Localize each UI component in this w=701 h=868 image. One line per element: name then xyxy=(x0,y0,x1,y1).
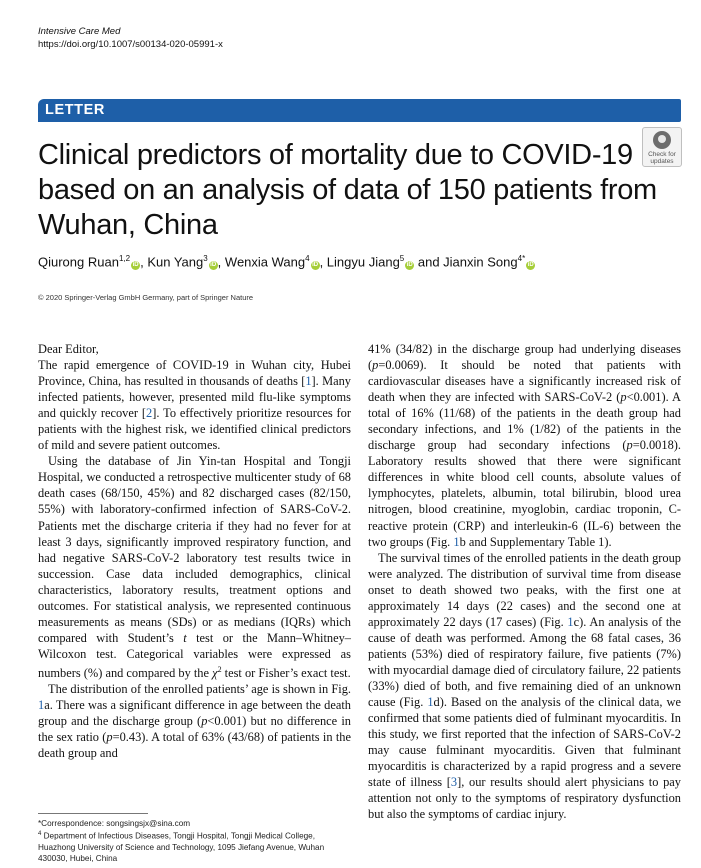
affiliation-marker: 4 xyxy=(38,831,42,837)
footnote-divider xyxy=(38,813,148,814)
section-label: LETTER xyxy=(45,102,105,118)
paragraph: The distribution of the enrolled patients’ age is shown in Fig. 1a. There was a significant difference in age between the death group and the discharge group (p<0.001) but no difference in the sex ratio (p=0.43). A total of 63% (43/68) of patients in the death group and xyxy=(38,682,351,761)
paragraph: 41% (34/82) in the discharge group had underlying diseases (p=0.0069). It should be noted that patients with cardiovascular diseases have a significantly increased risk of death when they are infected with SARS-CoV-2 (p<0.001). A total of 16% (11/68) of the patients in the death group had secondary infections, and 1% (1/82) of the patients in the discharge group had secondary infections (p=0.0018). Laboratory results showed that there were significant differences in white blood cell counts, absolute values of lymphocytes, platelets, albumin, total bilirubin, blood urea nitrogen, blood creatinine, myoglobin, cardiac troponin, C-reactive protein (CRP) and interleukin-6 (IL-6) between the two groups (Fig. 1b and Supplementary Table 1). xyxy=(368,342,681,549)
figure-link[interactable]: 1 xyxy=(453,534,460,549)
author-affiliation: 4* xyxy=(517,254,526,263)
orcid-icon[interactable]: iD xyxy=(132,262,139,269)
footnotes xyxy=(38,818,328,864)
doi-link[interactable]: https://doi.org/10.1007/s00134-020-05991-x xyxy=(38,39,223,50)
body-column-right xyxy=(368,341,681,822)
body-column-left xyxy=(38,341,351,761)
figure-link[interactable]: 1 xyxy=(38,698,45,713)
figure-link[interactable]: 1 xyxy=(427,695,434,710)
citation-link[interactable]: 1 xyxy=(305,374,312,389)
orcid-icon[interactable]: iD xyxy=(312,262,319,269)
paragraph: The rapid emergence of COVID-19 in Wuhan city, Hubei Province, China, has resulted in thousands of deaths [1]. Many infected patients, however, presented mild flu-like symptoms and quickly recover [2]. To effectively prioritize resources for patients with the highest risk, we identified clinical predictors of mild and severe patient outcomes. xyxy=(38,358,351,453)
salutation: Dear Editor, xyxy=(38,342,99,356)
orcid-icon[interactable]: iD xyxy=(527,262,534,269)
author-name[interactable]: Wenxia Wang xyxy=(224,254,306,270)
author-affiliation: 1,2 xyxy=(118,254,131,263)
figure-link[interactable]: 1 xyxy=(567,614,574,629)
orcid-icon[interactable]: iD xyxy=(210,262,217,269)
author-name[interactable]: Jianxin Song xyxy=(443,254,518,270)
author-name[interactable]: Qiurong Ruan xyxy=(38,254,119,270)
article-title: Clinical predictors of mortality due to COVID-19 based on an analysis of data of 150 patients from Wuhan, China xyxy=(38,139,657,241)
author-list: Qiurong Ruan$^{1,2}$iD , Kun Yang$^3$iD , Wenxia Wang$^4$iD , Lingyu Jiang$^5$iD and Jianxin Song$^{4*}$iD xyxy=(38,254,534,270)
paragraph: Using the database of Jin Yin-tan Hospital and Tongji Hospital, we conducted a retrospective multicenter study of 68 death cases (68/150, 45%) and 82 discharged cases (82/150, 55%) with laboratory-confirmed infection of SARS-CoV-2. Patients met the discharge criteria if they had no fever for at least 3 days, significantly improved respiratory function, and had negative SARS-CoV-2 laboratory test results twice in succession. Case data included demographics, clinical characteristics, laboratory results, treatment options and outcomes. For statistical analysis, we represented continuous measurements as means (SDs) or as medians (IQRs) which compared with Student’s t test or the Mann–Whitney–Wilcoxon test. Categorical variables were expressed as numbers (%) and compared by the $\chi^2$ test or Fisher’s exact test. xyxy=(38,454,351,681)
orcid-icon[interactable]: iD xyxy=(406,262,413,269)
journal-name: Intensive Care Med xyxy=(38,26,121,37)
affiliation-note xyxy=(38,829,328,864)
copyright-notice: © 2020 Springer-Verlag GmbH Germany, part of Springer Nature xyxy=(38,293,254,302)
journal-header xyxy=(38,25,223,51)
author-affiliation: 4 xyxy=(305,254,310,263)
badge-line-2: updates xyxy=(650,158,674,165)
author-affiliation: 3 xyxy=(203,254,208,263)
affiliation-text: Department of Infectious Diseases, Tongji Hospital, Tongji Medical College, Huazhong University of Science and Technology, 1095 Jiefang Avenue, Wuhan 430030, Hubei, China xyxy=(38,831,325,863)
citation-link[interactable]: 3 xyxy=(450,775,458,790)
section-banner xyxy=(38,99,681,122)
citation-link[interactable]: 2 xyxy=(146,406,153,421)
correspondence-note: *Correspondence: songsingsjx@sina.com xyxy=(38,819,191,828)
author-name[interactable]: Lingyu Jiang xyxy=(326,254,400,270)
author-name[interactable]: Kun Yang xyxy=(147,254,204,270)
paragraph: The survival times of the enrolled patients in the death group were analyzed. The distribution of survival time from disease onset to death showed two peaks, with the first one at approximately 14 days (22 cases) and the second one at approximately 22 days (17 cases) (Fig. 1c). An analysis of the cause of death was performed. Among the 68 fatal cases, 36 patients (53%) died of respiratory failure, five patients (7%) with myocardial damage died of circulatory failure, 22 patients (33%) died of both, and five remaining died of an unknown cause (Fig. 1d). Based on the analysis of the clinical data, we confirmed that some patients died of fulminant myocarditis. In this study, we first reported that the infection of SARS-CoV-2 may cause fulminant myocarditis. Given that fulminant myocarditis is characterized by a rapid progress and a severe state of illness [3], our results should alert physicians to pay attention not only to the symptoms of respiratory dysfunction but also the symptoms of cardiac injury. xyxy=(368,550,681,822)
author-affiliation: 5 xyxy=(399,254,405,263)
badge-line-1: Check for xyxy=(648,151,676,158)
